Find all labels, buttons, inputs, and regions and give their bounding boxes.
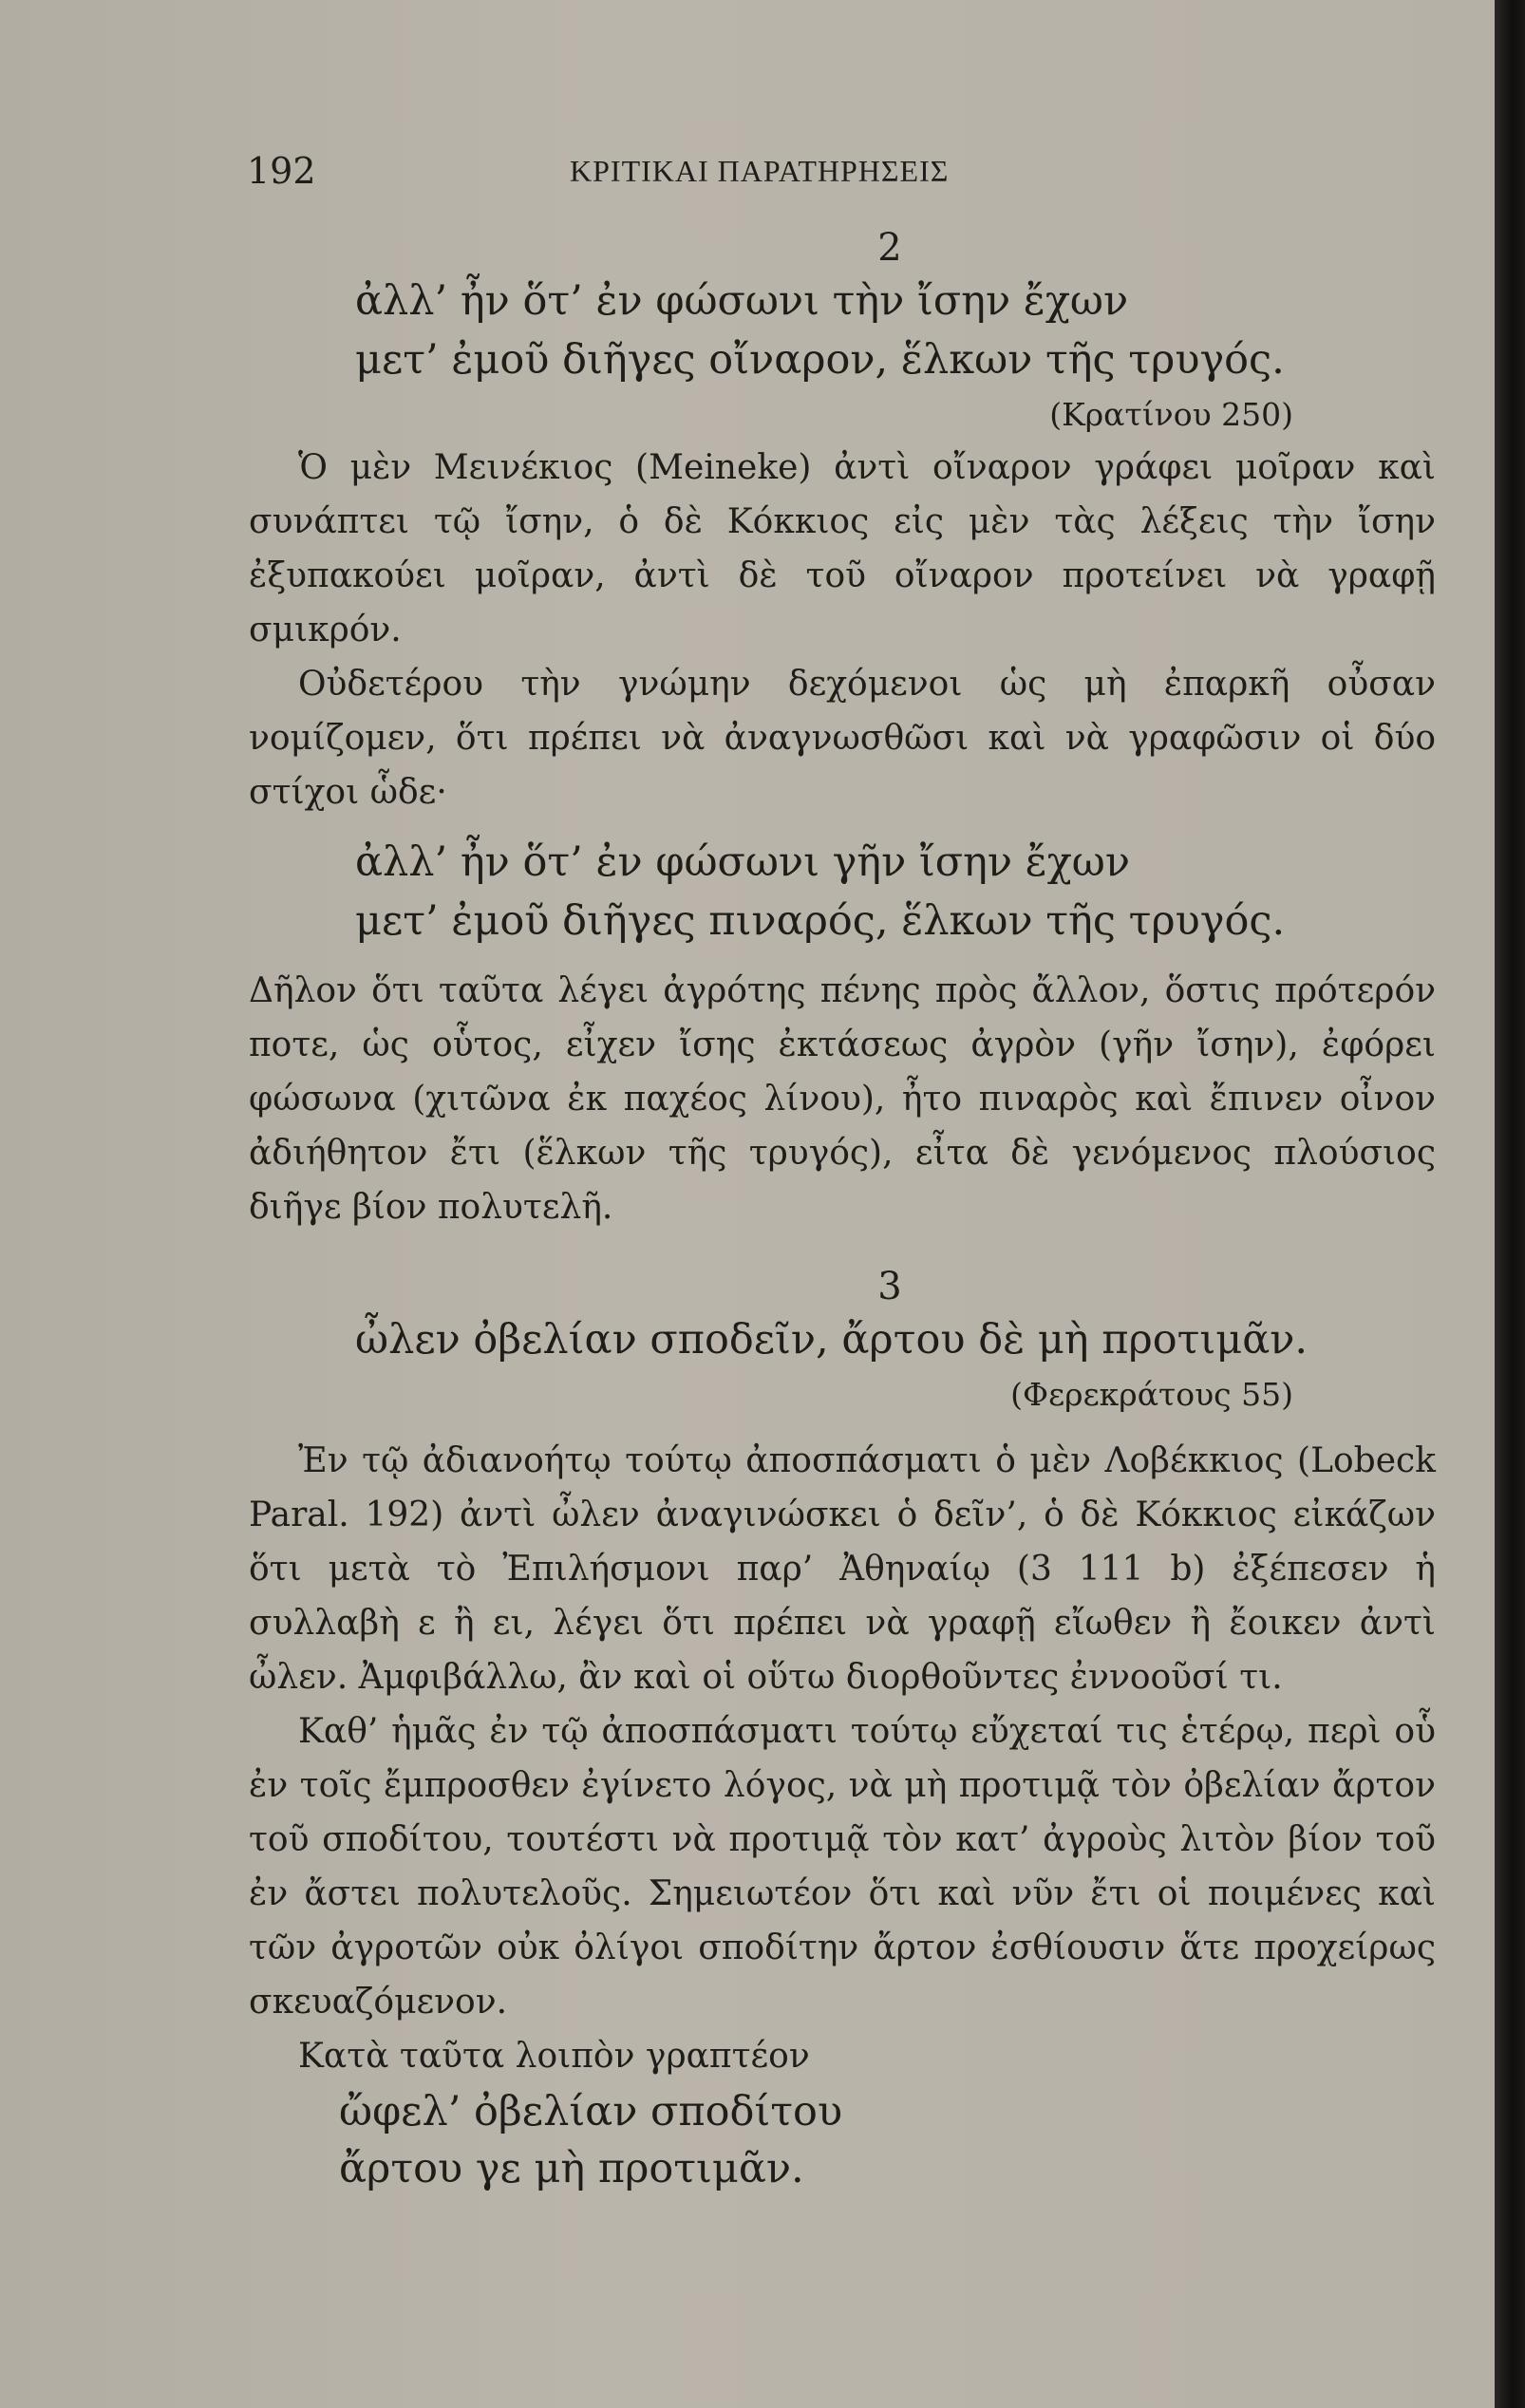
citation: (Φερεκράτους 55) [1010, 1376, 1293, 1413]
section-number: 3 [877, 1265, 902, 1308]
page-content [249, 218, 1436, 2197]
verse-line: ὦλεν ὀβελίαν σποδεῖν, ἄρτου δὲ μὴ προτιμᾶν. [355, 1316, 1308, 1364]
page-edge-shadow [1495, 0, 1525, 2408]
verse-line: μετ’ ἐμοῦ διῆγες πιναρός, ἕλκων τῆς τρυγός. [355, 897, 1286, 945]
paragraph: Κατὰ ταῦτα λοιπὸν γραπτέον [298, 2037, 810, 2076]
verse-line: ὤφελ’ ὀβελίαν σποδίτου [339, 2088, 843, 2135]
section-number: 2 [877, 226, 902, 270]
verse-line: ἄρτου γε μὴ προτιμᾶν. [339, 2145, 804, 2192]
citation: (Κρατίνου 250) [1049, 396, 1293, 433]
verse-line: ἀλλ’ ἦν ὅτ’ ἐν φώσωνι τὴν ἴσην ἔχων [355, 277, 1129, 325]
paragraph: Καθ’ ἡμᾶς ἐν τῷ ἀποσπάσματι τούτῳ εὔχεταί τις ἑτέρῳ, περὶ οὗ ἐν τοῖς ἔμπροσθεν ἐγίνετο λόγος, νὰ μὴ προτιμᾷ τὸν ὀβελίαν ἄρτον τοῦ σποδίτου, τουτέστι νὰ προτιμᾷ τὸν κατ’ ἀγροὺς λιτὸν βίον τοῦ ἐν ἄστει πολυτελοῦς. Σημειωτέον ὅτι καὶ νῦν ἔτι οἱ ποιμένες καὶ τῶν ἀγροτῶν οὐκ ὀλίγοι σποδίτην ἄρτον ἐσθίουσιν ἅτε προχείρως σκευαζόμενον. [249, 1712, 1436, 2022]
verse-line: ἀλλ’ ἦν ὅτ’ ἐν φώσωνι γῆν ἴσην ἔχων [355, 838, 1130, 886]
verse-line: μετ’ ἐμοῦ διῆγες οἴναρον, ἕλκων τῆς τρυγός. [355, 336, 1285, 384]
paragraph: Δῆλον ὅτι ταῦτα λέγει ἀγρότης πένης πρὸς ἄλλον, ὅστις πρότερόν ποτε, ὡς οὗτος, εἶχεν ἴσης ἐκτάσεως ἀγρὸν (γῆν ἴσην), ἐφόρει φώσωνα (χιτῶνα ἐκ παχέος λίνου), ἦτο πιναρὸς καὶ ἔπινεν οἶνον ἀδιήθητον ἔτι (ἕλκων τῆς τρυγός), εἶτα δὲ γενόμενος πλούσιος διῆγε βίον πολυτελῆ. [249, 971, 1436, 1227]
paragraph: Οὐδετέρου τὴν γνώμην δεχόμενοι ὡς μὴ ἐπαρκῆ οὖσαν νομίζομεν, ὅτι πρέπει νὰ ἀναγνωσθῶσι καὶ νὰ γραφῶσιν οἱ δύο στίχοι ὧδε· [249, 665, 1436, 812]
paragraph: Ἐν τῷ ἀδιανοήτῳ τούτῳ ἀποσπάσματι ὁ μὲν Λοβέκκιος (Lobeck Paral. 192) ἀντὶ ὦλεν ἀναγινώσκει ὁ δεῖν’, ὁ δὲ Κόκκιος εἰκάζων ὅτι μετὰ τὸ Ἐπιλήσμονι παρ’ Ἀθηναίῳ (3 111 b) ἐξέπεσεν ἡ συλλαβὴ ε ἢ ει, λέγει ὅτι πρέπει νὰ γραφῇ εἴωθεν ἢ ἔοικεν ἀντὶ ὦλεν. Ἀμφιβάλλω, ἂν καὶ οἱ οὕτω διορθοῦντες ἐννοοῦσί τι. [249, 1441, 1436, 1697]
paragraph: Ὁ μὲν Μεινέκιος (Meineke) ἀντὶ οἴναρον γράφει μοῖραν καὶ συνάπτει τῷ ἴσην, ὁ δὲ Κόκκιος εἰς μὲν τὰς λέξεις τὴν ἴσην ἐξυπακούει μοῖραν, ἀντὶ δὲ τοῦ οἴναρον προτείνει νὰ γραφῇ σμικρόν. [249, 448, 1436, 649]
page-number: 192 [247, 150, 316, 192]
running-title: ΚΡΙΤΙΚΑΙ ΠΑΡΑΤΗΡΗΣΕΙΣ [570, 154, 950, 188]
page-header [247, 150, 1434, 198]
